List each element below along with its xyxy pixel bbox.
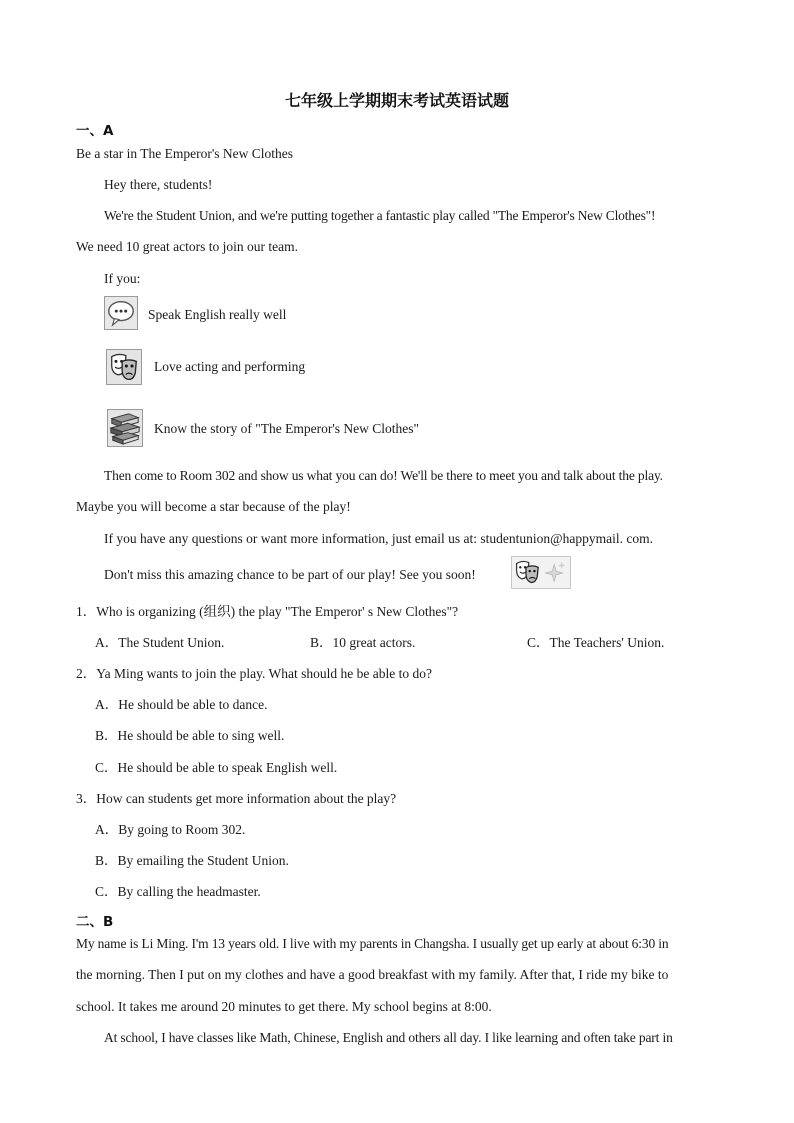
paragraph-1-line-2: We need 10 great actors to join our team. <box>76 239 298 254</box>
passage-title: Be a star in The Emperor's New Clothes <box>76 146 294 161</box>
greeting: Hey there, students! <box>104 177 213 192</box>
question-3-option-a: A．By going to Room 302. <box>95 822 246 837</box>
question-2-option-b: B．He should be able to sing well. <box>95 728 285 743</box>
paragraph-2-line-2: Maybe you will become a star because of the play! <box>76 499 351 514</box>
paragraph-3: If you have any questions or want more information, just email us at: studentunion@happymail. com. <box>104 531 653 546</box>
bullet-know-story: Know the story of "The Emperor's New Clothes" <box>154 421 420 436</box>
section-b-heading: 二、B <box>76 914 114 930</box>
question-3-option-b: B．By emailing the Student Union. <box>95 853 289 868</box>
question-1-option-c: C．The Teachers' Union. <box>527 635 665 650</box>
theater-masks-icon <box>106 349 142 385</box>
books-icon <box>107 409 143 447</box>
section-a-heading: 一、A <box>76 123 114 139</box>
question-2-option-c: C．He should be able to speak English well. <box>95 760 338 775</box>
question-1-stem: 1．Who is organizing (组织) the play "The Emperor' s New Clothes"? <box>76 604 459 619</box>
question-1-option-a: A．The Student Union. <box>95 635 225 650</box>
question-3-option-c: C．By calling the headmaster. <box>95 884 261 899</box>
passage-b-line-4: At school, I have classes like Math, Chinese, English and others all day. I like learning and often take part in <box>104 1030 673 1045</box>
if-you-label: If you: <box>104 271 141 286</box>
passage-b-line-1: My name is Li Ming. I'm 13 years old. I live with my parents in Changsha. I usually get up early at about 6:30 in <box>76 936 669 951</box>
passage-b-line-2: the morning. Then I put on my clothes and have a good breakfast with my family. After that, I ride my bike to <box>76 967 669 982</box>
masks-sparkle-icon <box>511 556 571 589</box>
paragraph-1-line-1: We're the Student Union, and we're putting together a fantastic play called "The Emperor's New Clothes"! <box>104 208 656 223</box>
question-1-option-b: B．10 great actors. <box>310 635 416 650</box>
question-2-option-a: A．He should be able to dance. <box>95 697 268 712</box>
passage-b-line-3: school. It takes me around 20 minutes to get there. My school begins at 8:00. <box>76 999 492 1014</box>
speech-bubble-icon <box>104 296 138 330</box>
paragraph-2-line-1: Then come to Room 302 and show us what you can do! We'll be there to meet you and talk about the play. <box>104 468 663 483</box>
bullet-speak-english: Speak English really well <box>148 307 287 322</box>
question-3-stem: 3．How can students get more information about the play? <box>76 791 397 806</box>
paragraph-4: Don't miss this amazing chance to be part of our play! See you soon! <box>104 567 476 582</box>
question-2-stem: 2．Ya Ming wants to join the play. What should he be able to do? <box>76 666 432 681</box>
bullet-love-acting: Love acting and performing <box>154 359 306 374</box>
page-title: 七年级上学期期末考试英语试题 <box>284 91 509 110</box>
